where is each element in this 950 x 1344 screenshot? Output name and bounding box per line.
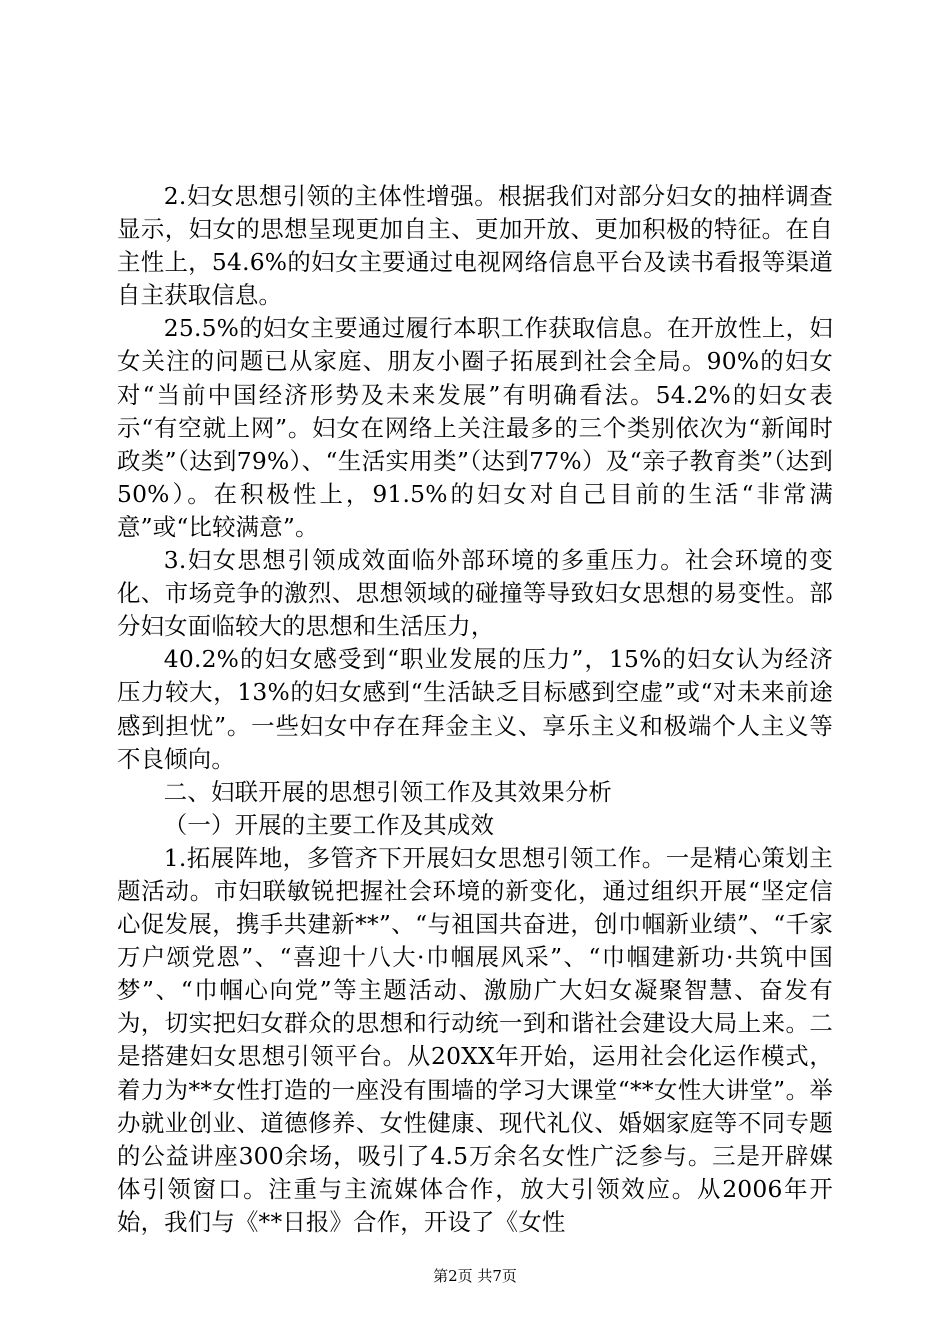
page-footer: 第2页 共7页: [433, 1267, 517, 1285]
document-body: [117, 180, 833, 1239]
paragraph-women-thought-subjectivity: 2.妇女思想引领的主体性增强。根据我们对部分妇女的抽样调查显示，妇女的思想呈现更加自主、更加开放、更加积极的特征。在自主性上，54.6%的妇女主要通过电视网络信息平台及读书看报等渠道自主获取信息。: [117, 182, 833, 310]
paragraph-external-pressure: 3.妇女思想引领成效面临外部环境的多重压力。社会环境的变化、市场竞争的激烈、思想领域的碰撞等导致妇女思想的易变性。部分妇女面临较大的思想和生活压力，: [117, 546, 833, 641]
paragraph-pressure-statistics: 40.2%的妇女感受到“职业发展的压力”，15%的妇女认为经济压力较大，13%的妇女感到“生活缺乏目标感到空虚”或“对未来前途感到担忧”。一些妇女中存在拜金主义、享乐主义和极端个人主义等不良倾向。: [117, 645, 833, 773]
subsection-heading-1: （一）开展的主要工作及其成效: [163, 810, 495, 839]
section-heading-2: 二、妇联开展的思想引领工作及其效果分析: [163, 777, 613, 806]
paragraph-information-openness: 25.5%的妇女主要通过履行本职工作获取信息。在开放性上，妇女关注的问题已从家庭、朋友小圈子拓展到社会全局。90%的妇女对“当前中国经济形势及未来发展”有明确看法。54.2%的妇女表示“有空就上网”。妇女在网络上关注最多的三个类别依次为“新闻时政类”（达到79%）、“生活实用类”（达到77%）及“亲子教育类”（达到50%）。在积极性上，91.5%的妇女对自己目前的生活“非常满意”或“比较满意”。: [117, 314, 833, 541]
paragraph-expand-positions: 1.拓展阵地，多管齐下开展妇女思想引领工作。一是精心策划主题活动。市妇联敏锐把握社会环境的新变化，通过组织开展“坚定信心促发展，携手共建新**”、“与祖国共奋进，创巾帼新业绩”、“千家万户颂党恩”、“喜迎十八大·巾帼展风采”、“巾帼建新功·共筑中国梦”、“巾帼心向党”等主题活动、激励广大妇女凝聚智慧、奋发有为，切实把妇女群众的思想和行动统一到和谐社会建设大局上来。二是搭建妇女思想引领平台。从20XX年开始，运用社会化运作模式，着力为**女性打造的一座没有围墙的学习大课堂“**女性大讲堂”。举办就业创业、道德修养、女性健康、现代礼仪、婚姻家庭等不同专题的公益讲座300余场，吸引了4.5万余名女性广泛参与。三是开辟媒体引领窗口。注重与主流媒体合作，放大引领效应。从2006年开始，我们与《**日报》合作，开设了《女性: [117, 843, 833, 1236]
